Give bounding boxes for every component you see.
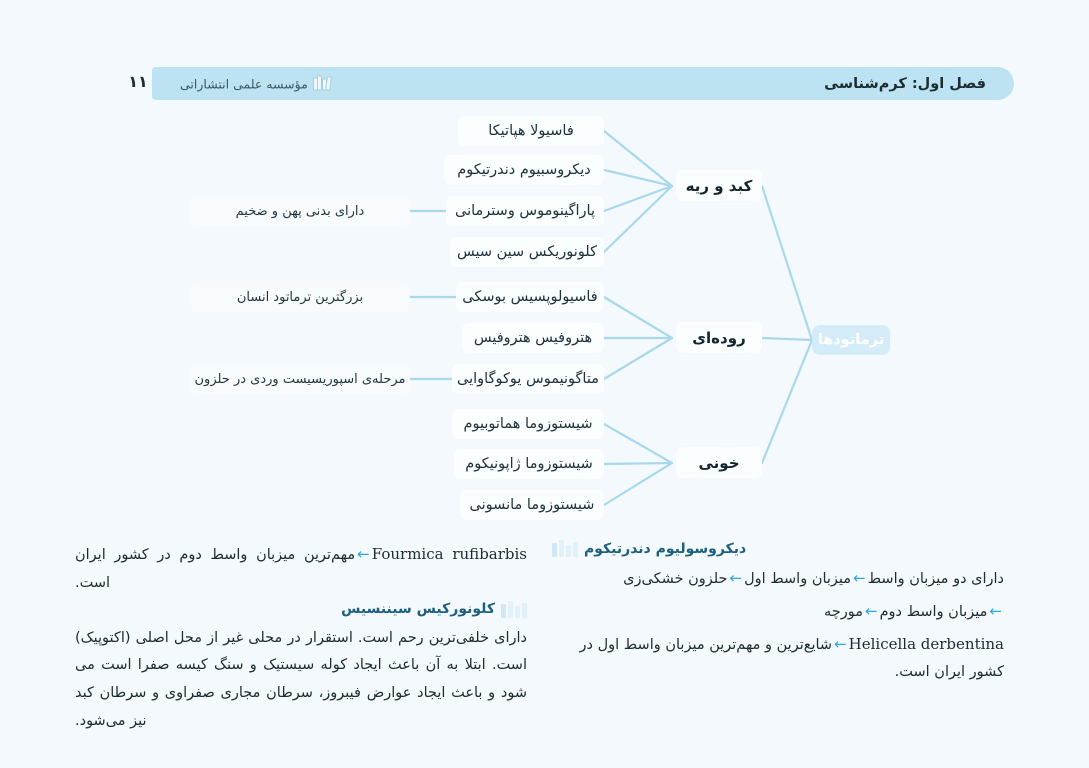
diagram-category-node-2[interactable]: خونی (676, 447, 762, 478)
heading-bars-mark-icon (552, 540, 578, 557)
right-column-line-1 (552, 564, 1004, 594)
publisher-label-group (180, 76, 330, 91)
connector-cat0-leaf3 (604, 186, 672, 252)
diagram-leaf-node-2-1[interactable]: شیستوزوما ژاپونیکوم (454, 449, 604, 479)
diagram-category-node-0[interactable]: کبد و ریه (676, 170, 762, 201)
left-lead-text: مهم‌ترین میزبان واسط دوم در کشور ایران است. (75, 547, 356, 591)
right-line1-part-b: میزبان واسط اول (744, 571, 852, 587)
connector-root-to-cat-1 (762, 338, 812, 340)
page-header-bar (152, 67, 1014, 100)
diagram-leaf-node-1-2[interactable]: متاگونیموس یوکوگاوایی (452, 364, 604, 394)
right-line2-part-b: مورچه (824, 603, 863, 620)
right-column-line-3 (552, 630, 1004, 688)
right-column-heading-group (552, 540, 1004, 557)
connector-cat2-leaf1 (604, 463, 672, 464)
diagram-category-node-1[interactable]: روده‌ای (676, 322, 762, 353)
publisher-name: مؤسسه علمی انتشاراتی (180, 76, 308, 91)
left-column-heading-group (75, 601, 527, 618)
connector-root-to-cat-2 (762, 340, 812, 463)
diagram-leaf-node-0-2[interactable]: پاراگینوموس وسترمانی (446, 196, 604, 226)
connector-cat0-leaf2 (604, 186, 672, 211)
page-number: ۱۱ (128, 72, 148, 91)
connector-cat2-leaf0 (604, 424, 672, 463)
right-line1-arrow-2-icon: ← (729, 569, 743, 587)
diagram-root-node[interactable]: ترماتودها (812, 325, 890, 355)
diagram-note-node-2[interactable]: مرحله‌ی اسپوریسیست وردی در حلزون (190, 365, 410, 394)
right-line2-arrow-1-icon: ← (989, 601, 1002, 620)
right-line3-arrow-icon: ← (834, 634, 847, 653)
connector-cat0-leaf0 (604, 131, 672, 186)
connector-cat1-leaf2 (604, 338, 672, 379)
diagram-leaf-node-2-2[interactable]: شیستوزوما مانسونی (460, 490, 604, 520)
right-line3-latin-name: Helicella derbentina (848, 634, 1004, 653)
diagram-note-node-1[interactable]: بزرگترین ترماتود انسان (190, 283, 410, 312)
diagram-leaf-node-0-3[interactable]: کلونوریکس سین سیس (450, 237, 604, 267)
connector-cat2-leaf2 (604, 463, 672, 505)
right-line1-part-c: حلزون خشکی‌زی (623, 571, 728, 587)
publisher-bars-logo-icon (313, 77, 330, 91)
diagram-leaf-node-2-0[interactable]: شیستوزوما هماتوبیوم (452, 409, 604, 439)
left-lead-arrow-icon: ← (357, 545, 370, 563)
diagram-note-node-0[interactable]: دارای بدنی پهن و ضخیم (190, 197, 410, 226)
diagram-leaf-node-1-0[interactable]: فاسیولوپسیس بوسکی (456, 282, 604, 312)
right-line1-part-a: دارای دو میزبان واسط (867, 571, 1004, 587)
left-column-heading: کلونورکیس سیننسیس (341, 601, 495, 618)
connector-root-to-cat-0 (762, 186, 812, 340)
chapter-title: فصل اول: کرم‌شناسی (824, 75, 986, 92)
right-line2-part-a: میزبان واسط دوم (879, 603, 988, 620)
left-text-column (75, 540, 527, 739)
heading-bars-mark-icon (501, 601, 527, 618)
right-line3-text: شایع‌ترین و مهم‌ترین میزبان واسط اول در کشور ایران است. (579, 636, 1004, 681)
right-column-heading: دیکروسولیوم دندرتیکوم (584, 540, 747, 557)
right-line1-arrow-1-icon: ← (853, 569, 866, 587)
connector-cat1-leaf0 (604, 297, 672, 338)
diagram-leaf-node-1-1[interactable]: هتروفیس هتروفیس (462, 323, 604, 353)
connector-cat0-leaf1 (604, 170, 672, 186)
right-text-column (552, 540, 1004, 690)
left-lead-line (75, 540, 527, 598)
left-column-paragraph: دارای خلفی‌ترین رحم است. استقرار در محلی غیر از محل اصلی (اکتوپیک) است. ابتلا به آن باعث ایجاد کوله سیستیک و سنگ کیسه صفرا است می شود و باعث ایجاد عوارض فیبروز، سرطان مجاری صفراوی و سرطان کبد نیز می‌شود. (75, 629, 527, 730)
right-line2-arrow-2-icon: ← (865, 601, 878, 620)
left-lead-latin-name: Fourmica rufibarbis (371, 545, 528, 563)
diagram-leaf-node-0-0[interactable]: فاسیولا هپاتیکا (458, 116, 604, 146)
right-column-line-2 (552, 597, 1004, 627)
diagram-leaf-node-0-1[interactable]: دیکروسبیوم دندرتیکوم (444, 155, 604, 185)
